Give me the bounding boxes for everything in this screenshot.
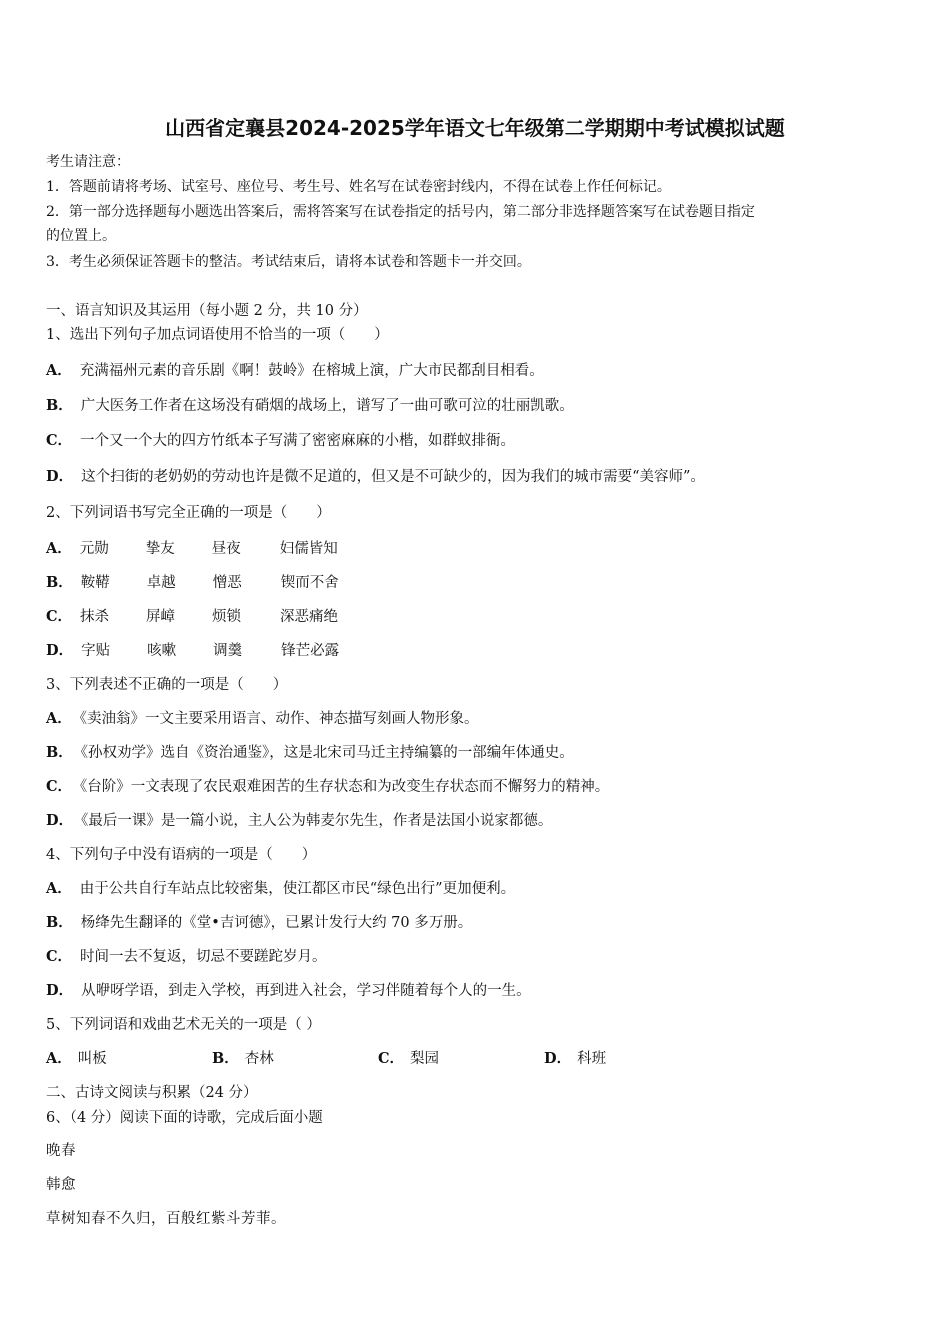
option-text: 一个又一个大的四方竹纸本子写满了密密麻麻的小楷，如群蚁排衙。	[80, 433, 516, 449]
question-6-stem: 6、（4 分）阅读下面的诗歌，完成后面小题	[46, 1110, 323, 1126]
poem-line: 草树知春不久归，百般红紫斗芳菲。	[46, 1211, 286, 1227]
question-2-stem: 2、下列词语书写完全正确的一项是（ ）	[46, 505, 331, 521]
option-label: C．	[378, 1050, 405, 1067]
option-text: 这个扫街的老奶奶的劳动也许是微不足道的，但又是不可缺少的，因为我们的城市需要“美容师”。	[81, 469, 705, 485]
option-label: D．	[46, 642, 74, 659]
word: 元勋	[79, 541, 109, 557]
question-2-option-d	[46, 641, 339, 661]
word: 烦锁	[212, 609, 242, 625]
notice-item: 1．答题前请将考场、试室号、座位号、考生号、姓名写在试卷密封线内，不得在试卷上作任何标记。	[46, 179, 671, 195]
option-text: 《最后一课》是一篇小说，主人公为韩麦尔先生，作者是法国小说家都德。	[81, 813, 553, 829]
question-2-option-a	[46, 539, 338, 559]
question-5-option-b	[212, 1049, 378, 1069]
option-label: D．	[46, 812, 74, 829]
option-label: D．	[544, 1050, 572, 1067]
question-3-option-b	[46, 743, 574, 763]
question-2-option-c	[46, 607, 338, 627]
option-text: 由于公共自行车站点比较密集，使江都区市民“绿色出行”更加便利。	[79, 881, 516, 897]
notice-item: 3．考生必须保证答题卡的整洁。考试结束后，请将本试卷和答题卡一并交回。	[46, 254, 531, 270]
word: 挚友	[145, 541, 175, 557]
option-text: 充满福州元素的音乐剧《啊！鼓岭》在榕城上演，广大市民都刮目相看。	[79, 363, 544, 379]
option-label: B．	[46, 574, 73, 591]
option-text: 梨园	[410, 1051, 440, 1067]
option-label: B．	[212, 1050, 239, 1067]
notice-heading: 考生请注意：	[46, 154, 130, 170]
option-label: A．	[46, 1050, 72, 1067]
poem-title: 晚春	[46, 1143, 76, 1159]
word: 锲而不舍	[280, 575, 339, 591]
word: 字贴	[81, 643, 111, 659]
word: 屏嶂	[146, 609, 176, 625]
question-4-stem: 4、下列句子中没有语病的一项是（ ）	[46, 847, 317, 863]
word: 昼夜	[211, 541, 241, 557]
question-3-option-a	[46, 709, 479, 729]
word: 卓越	[146, 575, 176, 591]
word: 鞍鞯	[80, 575, 110, 591]
question-4-option-b	[46, 913, 472, 933]
word: 调羹	[213, 643, 243, 659]
section-2-heading: 二、古诗文阅读与积累（24 分）	[46, 1085, 258, 1101]
option-label: D．	[46, 468, 74, 485]
question-3-option-d	[46, 811, 552, 831]
option-label: C．	[46, 608, 73, 625]
option-label: D．	[46, 982, 74, 999]
option-text: 杨绛先生翻译的《堂•吉诃德》，已累计发行大约 70 多万册。	[80, 915, 473, 931]
option-label: A．	[46, 880, 72, 897]
question-5-stem: 5、下列词语和戏曲艺术无关的一项是（ ）	[46, 1017, 321, 1033]
option-text: 时间一去不复返，切忌不要蹉跎岁月。	[80, 949, 327, 965]
option-label: A．	[46, 362, 72, 379]
word: 锋芒必露	[281, 643, 340, 659]
option-text: 科班	[577, 1051, 607, 1067]
option-label: A．	[46, 710, 72, 727]
option-text: 《台阶》一文表现了农民艰难困苦的生存状态和为改变生存状态而不懈努力的精神。	[80, 779, 610, 795]
question-4-option-c	[46, 947, 327, 967]
question-4-option-d	[46, 981, 531, 1001]
question-3-option-c	[46, 777, 609, 797]
word: 憎恶	[212, 575, 242, 591]
question-1-option-b	[46, 396, 574, 416]
option-label: C．	[46, 432, 73, 449]
question-1-stem: 1、选出下列句子加点词语使用不恰当的一项（ ）	[46, 327, 389, 343]
poem-author: 韩愈	[46, 1177, 76, 1193]
word: 咳嗽	[147, 643, 177, 659]
word: 深恶痛绝	[280, 609, 339, 625]
option-text: 《卖油翁》一文主要采用语言、动作、神态描写刻画人物形象。	[79, 711, 479, 727]
question-1-option-a	[46, 361, 544, 381]
option-label: B．	[46, 397, 73, 414]
option-text: 叫板	[77, 1051, 107, 1067]
question-5-options	[46, 1049, 606, 1069]
question-1-option-d	[46, 467, 705, 487]
option-label: C．	[46, 948, 73, 965]
question-3-stem: 3、下列表述不正确的一项是（ ）	[46, 677, 288, 693]
word: 抹杀	[80, 609, 110, 625]
question-4-option-a	[46, 879, 515, 899]
option-text: 广大医务工作者在这场没有硝烟的战场上，谱写了一曲可歌可泣的壮丽凯歌。	[80, 398, 574, 414]
section-1-heading: 一、语言知识及其运用（每小题 2 分，共 10 分）	[46, 303, 368, 319]
option-label: C．	[46, 778, 73, 795]
word: 妇儒皆知	[279, 541, 338, 557]
notice-item: 2．第一部分选择题每小题选出答案后，需将答案写在试卷指定的括号内，第二部分非选择题答案写在试卷题目指定	[46, 204, 755, 220]
page-title: 山西省定襄县2024-2025学年语文七年级第二学期期中考试模拟试题	[165, 116, 785, 140]
question-2-option-b	[46, 573, 339, 593]
option-text: 杏林	[244, 1051, 274, 1067]
notice-item: 的位置上。	[46, 228, 116, 244]
option-text: 从咿呀学语，到走入学校，再到进入社会，学习伴随着每个人的一生。	[81, 983, 531, 999]
option-label: B．	[46, 744, 73, 761]
option-label: B．	[46, 914, 73, 931]
question-5-option-a	[46, 1049, 212, 1069]
option-text: 《孙权劝学》选自《资治通鉴》，这是北宋司马迁主持编纂的一部编年体通史。	[80, 745, 574, 761]
question-5-option-d	[544, 1051, 606, 1067]
question-5-option-c	[378, 1049, 544, 1069]
question-1-option-c	[46, 431, 515, 451]
option-label: A．	[46, 540, 72, 557]
